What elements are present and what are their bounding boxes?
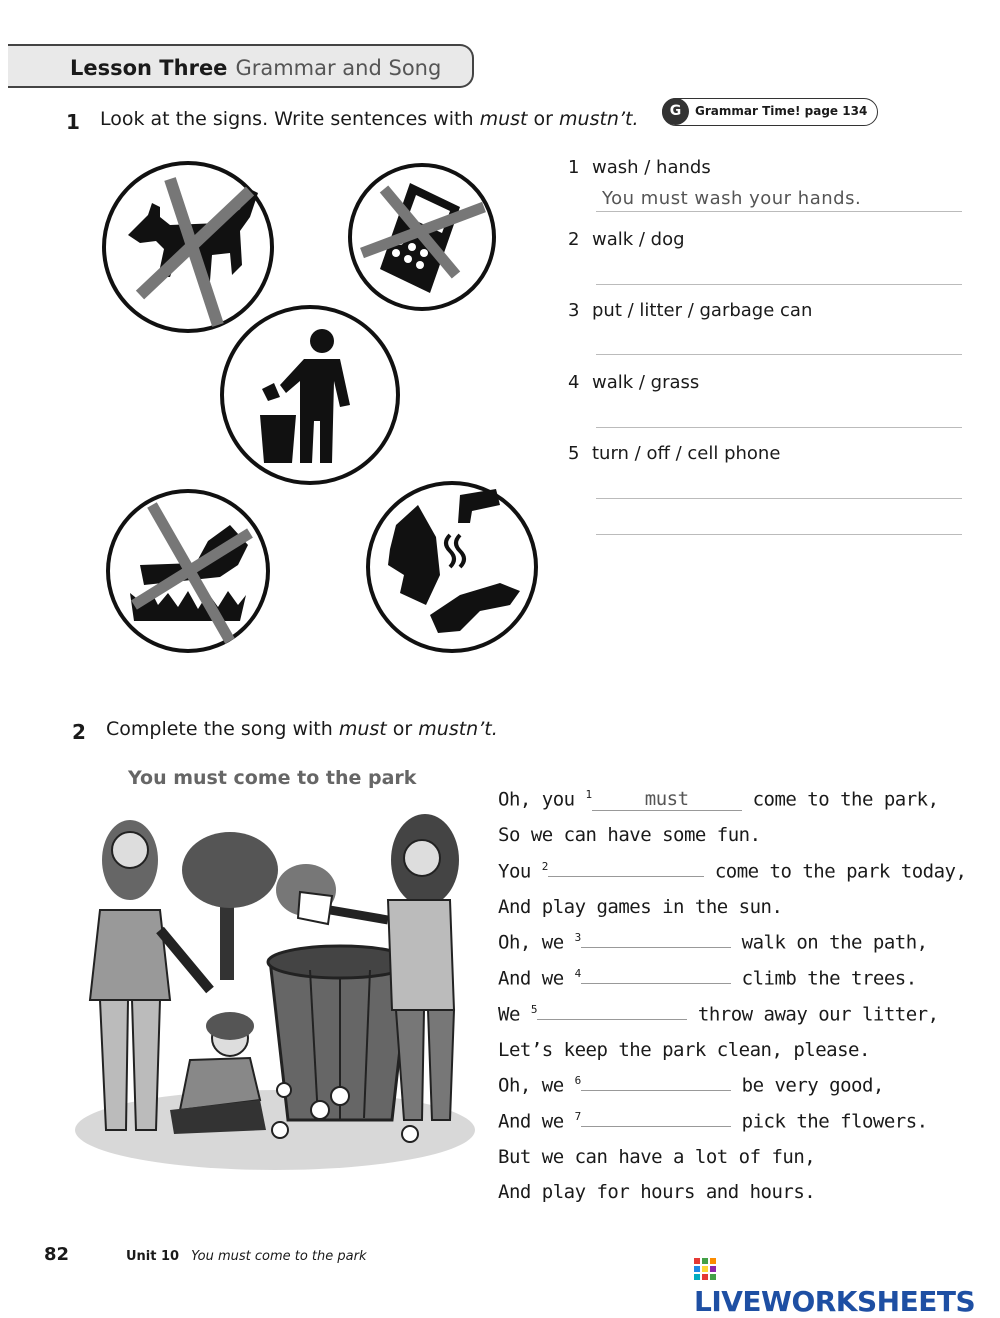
keep-off-grass-icon [108, 491, 268, 651]
unit-title: You must come to the park [191, 1249, 367, 1264]
line-text: come to the park today, [703, 860, 967, 883]
song-line-5 [498, 931, 928, 953]
task-item-2 [568, 229, 685, 250]
answer-line-2[interactable] [596, 284, 962, 285]
exercise-1-instruction [100, 108, 639, 130]
blank-4-input[interactable] [581, 983, 731, 984]
park-illustration [70, 800, 480, 1180]
answer-line-5a[interactable] [596, 498, 962, 499]
task-item-3 [568, 300, 812, 321]
song-line-3 [498, 860, 966, 882]
blank-2-input[interactable] [548, 876, 704, 877]
litter-bin-icon [222, 307, 398, 483]
exercise-2-instruction [106, 718, 498, 740]
answer-line-1[interactable] [596, 211, 962, 212]
answer-line-3[interactable] [596, 354, 962, 355]
liveworksheets-text: LIVEWORKSHEETS [694, 1285, 976, 1318]
task-prompt: turn / off / cell phone [592, 443, 781, 464]
unit-label: Unit 10 [126, 1249, 180, 1264]
blank-number: 5 [530, 1003, 537, 1016]
answer-line-4[interactable] [596, 427, 962, 428]
exercise-2-number: 2 [72, 720, 86, 744]
lesson-title [70, 56, 441, 80]
line-text: throw away our litter, [686, 1003, 939, 1026]
song-line-2 [498, 824, 761, 846]
instruction-must: must [479, 108, 528, 130]
instruction-or: or [386, 718, 419, 740]
task-prompt: wash / hands [592, 157, 711, 178]
task-number: 3 [568, 300, 580, 321]
line-text: climb the trees. [730, 967, 917, 990]
song-line-11 [498, 1146, 815, 1168]
task-number: 1 [568, 157, 580, 178]
liveworksheets-grid-icon [694, 1258, 716, 1280]
task-number: 2 [568, 229, 580, 250]
line-text: We [498, 1003, 531, 1026]
task-prompt: walk / dog [592, 229, 685, 250]
task-prompt: walk / grass [592, 372, 700, 393]
line-text: Let’s keep the park clean, please. [498, 1039, 870, 1061]
line-text: And play for hours and hours. [498, 1181, 816, 1203]
blank-number: 1 [585, 788, 592, 801]
grammar-time-icon: G [662, 98, 689, 125]
line-text: And play games in the sun. [498, 896, 783, 918]
task-number: 4 [568, 372, 580, 393]
instruction-must: must [338, 718, 387, 740]
signs-illustration [100, 145, 540, 675]
line-text: be very good, [730, 1074, 884, 1097]
line-text: pick the flowers. [730, 1110, 928, 1133]
song-line-10 [498, 1110, 928, 1132]
answer-1-text: You must wash your hands. [602, 188, 862, 209]
song-line-8 [498, 1039, 870, 1061]
line-text: Oh, you [498, 788, 586, 811]
task-item-4 [568, 372, 699, 393]
blank-6-input[interactable] [581, 1090, 731, 1091]
blank-number: 3 [574, 931, 581, 944]
blank-number: 6 [574, 1074, 581, 1087]
line-text: And we [498, 967, 575, 990]
task-prompt: put / litter / garbage can [592, 300, 813, 321]
no-dogs-icon [104, 163, 272, 331]
line-text: Oh, we [498, 931, 575, 954]
line-text: But we can have a lot of fun, [498, 1146, 816, 1168]
wash-hands-icon [368, 483, 536, 651]
exercise-1-number: 1 [66, 110, 80, 134]
line-text: come to the park, [741, 788, 939, 811]
task-item-1 [568, 157, 711, 178]
blank-number: 4 [574, 967, 581, 980]
song-line-12 [498, 1181, 815, 1203]
instruction-text: Complete the song with [106, 718, 339, 740]
line-text: And we [498, 1110, 575, 1133]
grammar-time-badge [662, 98, 878, 126]
song-line-9 [498, 1074, 884, 1096]
instruction-text: Look at the signs. Write sentences with [100, 108, 480, 130]
instruction-mustnt: mustn’t. [559, 108, 639, 130]
blank-number: 7 [574, 1110, 581, 1123]
song-line-7 [498, 1003, 939, 1025]
line-text: You [498, 860, 542, 883]
lesson-label: Lesson Three [70, 56, 228, 80]
blank-7-input[interactable] [581, 1126, 731, 1127]
blank-number: 2 [541, 860, 548, 873]
line-text: Oh, we [498, 1074, 575, 1097]
footer-unit [126, 1249, 367, 1264]
blank-1-input[interactable]: must [592, 788, 742, 811]
song-title: You must come to the park [128, 767, 417, 789]
instruction-or: or [527, 108, 560, 130]
line-text: walk on the path, [730, 931, 928, 954]
page-number: 82 [44, 1244, 70, 1265]
instruction-mustnt: mustn’t. [418, 718, 498, 740]
blank-5-input[interactable] [537, 1019, 687, 1020]
answer-line-5b[interactable] [596, 534, 962, 535]
line-text: So we can have some fun. [498, 824, 761, 846]
song-line-1 [498, 788, 939, 811]
song-line-6 [498, 967, 917, 989]
blank-3-input[interactable] [581, 947, 731, 948]
no-cell-phones-icon [350, 165, 494, 309]
task-number: 5 [568, 443, 580, 464]
lesson-subtitle: Grammar and Song [235, 56, 442, 80]
liveworksheets-logo[interactable] [694, 1252, 1000, 1318]
grammar-time-label: Grammar Time! page 134 [695, 104, 868, 118]
song-line-4 [498, 896, 782, 918]
task-item-5 [568, 443, 780, 464]
